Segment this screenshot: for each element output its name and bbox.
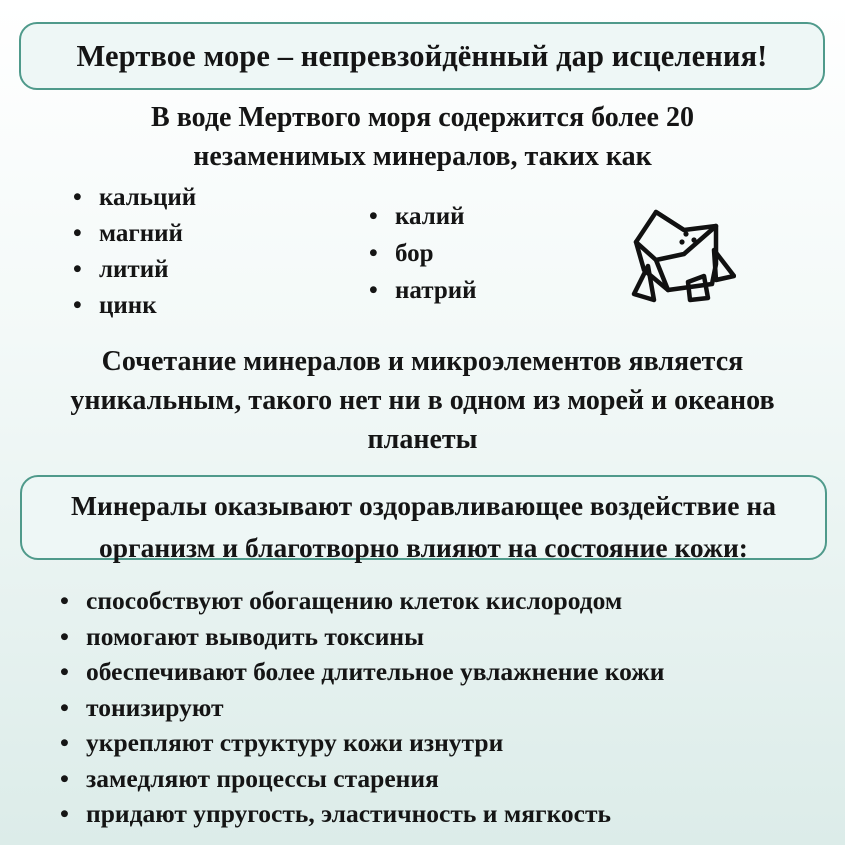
list-item: • обеспечивают более длительное увлажнение кожи (60, 654, 664, 690)
benefits-list (60, 583, 664, 832)
minerals-list-right (369, 198, 477, 309)
list-item: • тонизируют (60, 690, 664, 726)
list-item: • кальций (73, 180, 196, 216)
list-item: • укрепляют структуру кожи изнутри (60, 725, 664, 761)
intro-line-1: В воде Мертвого моря содержится более 20 (151, 102, 694, 133)
benefit-heading-line-1: Минералы оказывают оздоравливающее воздействие на (71, 490, 776, 521)
intro-line-2: незаменимых минералов, таких как (193, 141, 652, 172)
combination-text (0, 342, 845, 459)
combination-line-2: уникальным, такого нет ни в одном из морей и океанов (70, 385, 775, 416)
benefit-heading-line-2: организм и благотворно влияют на состояние кожи: (99, 532, 748, 563)
list-item: • литий (73, 252, 196, 288)
list-item: • магний (73, 216, 196, 252)
page-title: Мертвое море – непревзойдённый дар исцеления! (76, 39, 768, 73)
benefit-heading (22, 477, 825, 566)
list-item: • цинк (73, 288, 196, 324)
list-item: • способствуют обогащению клеток кислородом (60, 583, 664, 619)
list-item: • придают упругость, эластичность и мягкость (60, 796, 664, 832)
list-item: • помогают выводить токсины (60, 619, 664, 655)
combination-line-3: планеты (367, 424, 478, 455)
minerals-list-left (73, 180, 196, 324)
intro-text (0, 98, 845, 176)
list-item: • замедляют процессы старения (60, 761, 664, 797)
list-item: • натрий (369, 272, 477, 309)
title-box (19, 22, 825, 90)
mineral-crystal-icon (626, 206, 736, 308)
benefit-heading-box (20, 475, 827, 563)
list-item: • калий (369, 198, 477, 235)
combination-line-1: Сочетание минералов и микроэлементов является (101, 346, 744, 377)
list-item: • бор (369, 235, 477, 272)
